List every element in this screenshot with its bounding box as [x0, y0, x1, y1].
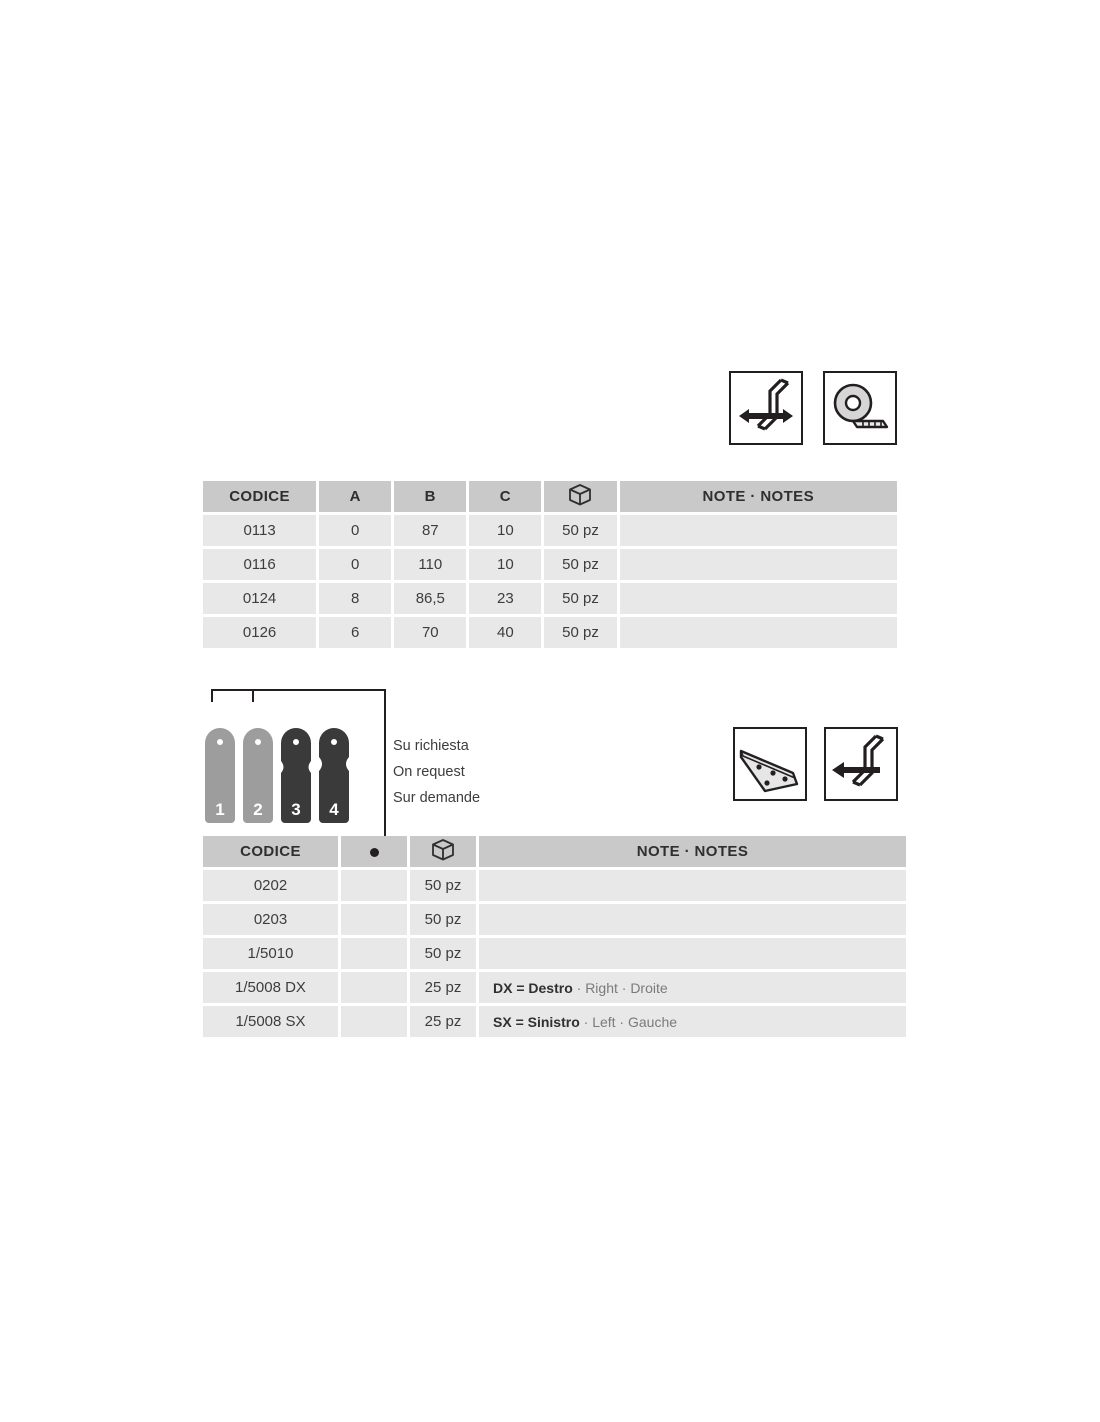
table-row [203, 972, 906, 1003]
table-header-row [203, 836, 906, 867]
table-row [203, 549, 897, 580]
table-row [203, 938, 906, 969]
cell-codice: 0116 [203, 549, 316, 580]
allen-key-horizontal-icon-box [729, 371, 803, 445]
note-strong: SX = Sinistro [493, 1013, 580, 1030]
col-header-package [410, 836, 476, 867]
cell-a: 0 [319, 549, 391, 580]
tang-label: 3 [291, 800, 301, 819]
cell-codice: 0202 [203, 870, 338, 901]
tape-measure-icon [825, 373, 895, 443]
col-header-c: C [469, 481, 541, 512]
cell-dot [341, 938, 407, 969]
codes-table [200, 833, 909, 1040]
col-header-package [544, 481, 616, 512]
cell-c: 10 [469, 549, 541, 580]
cell-b: 86,5 [394, 583, 466, 614]
cell-c: 10 [469, 515, 541, 546]
cell-codice: 1/5008 DX [203, 972, 338, 1003]
on-request-fr: Sur demande [393, 790, 481, 806]
on-request-en: On request [393, 764, 465, 780]
tang-label: 1 [215, 800, 225, 819]
cell-b: 110 [394, 549, 466, 580]
angle-plate-holes-icon [735, 729, 805, 799]
cell-note [479, 938, 906, 969]
cell-b: 70 [394, 617, 466, 648]
cell-codice: 0113 [203, 515, 316, 546]
col-header-codice: CODICE [203, 836, 338, 867]
tang-label: 2 [253, 800, 263, 819]
note-light: · Left · Gauche [579, 1013, 678, 1030]
cell-note [479, 972, 906, 1003]
table-header-row [203, 481, 897, 512]
cell-b: 87 [394, 515, 466, 546]
note-light: · Right · Droite [572, 979, 668, 996]
cell-package: 50 pz [410, 870, 476, 901]
cell-codice: 1/5010 [203, 938, 338, 969]
cell-package: 50 pz [544, 617, 616, 648]
col-header-codice: CODICE [203, 481, 316, 512]
cell-note [479, 1006, 906, 1037]
cell-codice: 0203 [203, 904, 338, 935]
angle-plate-icon-box [733, 727, 807, 801]
cell-note [620, 617, 897, 648]
cell-a: 0 [319, 515, 391, 546]
allen-key-left-arrow-icon [826, 729, 896, 799]
cell-package: 50 pz [544, 549, 616, 580]
dot-marker-icon [370, 848, 379, 857]
cell-c: 40 [469, 617, 541, 648]
tape-measure-icon-box [823, 371, 897, 445]
cell-dot [341, 972, 407, 1003]
cell-note [620, 583, 897, 614]
tang-types-figure [200, 688, 530, 823]
on-request-it: Su richiesta [393, 738, 469, 754]
cell-a: 6 [319, 617, 391, 648]
col-header-a: A [319, 481, 391, 512]
cell-dot [341, 1006, 407, 1037]
cell-package: 25 pz [410, 972, 476, 1003]
col-header-dot [341, 836, 407, 867]
cell-note [479, 904, 906, 935]
table-row [203, 904, 906, 935]
cell-package: 50 pz [410, 904, 476, 935]
cell-note [479, 870, 906, 901]
table-row [203, 870, 906, 901]
cell-codice: 1/5008 SX [203, 1006, 338, 1037]
tang-label: 4 [329, 800, 339, 819]
table-row [203, 1006, 906, 1037]
cell-package: 50 pz [544, 583, 616, 614]
col-header-b: B [394, 481, 466, 512]
cell-package: 50 pz [544, 515, 616, 546]
table-row [203, 515, 897, 546]
cell-note [620, 515, 897, 546]
cell-codice: 0124 [203, 583, 316, 614]
table-row [203, 583, 897, 614]
dimensions-table [200, 478, 900, 651]
package-box-icon [567, 483, 593, 511]
package-box-icon [430, 838, 456, 866]
cell-dot [341, 904, 407, 935]
cell-note [620, 549, 897, 580]
col-header-notes: NOTE · NOTES [620, 481, 897, 512]
table-row [203, 617, 897, 648]
on-request-note [393, 733, 480, 811]
cell-package: 25 pz [410, 1006, 476, 1037]
allen-key-horizontal-arrow-icon [731, 373, 801, 443]
cell-dot [341, 870, 407, 901]
col-header-notes: NOTE · NOTES [479, 836, 906, 867]
cell-a: 8 [319, 583, 391, 614]
cell-codice: 0126 [203, 617, 316, 648]
allen-key-left-icon-box [824, 727, 898, 801]
cell-package: 50 pz [410, 938, 476, 969]
cell-c: 23 [469, 583, 541, 614]
note-strong: DX = Destro [493, 979, 573, 996]
tang-notches [200, 723, 370, 823]
